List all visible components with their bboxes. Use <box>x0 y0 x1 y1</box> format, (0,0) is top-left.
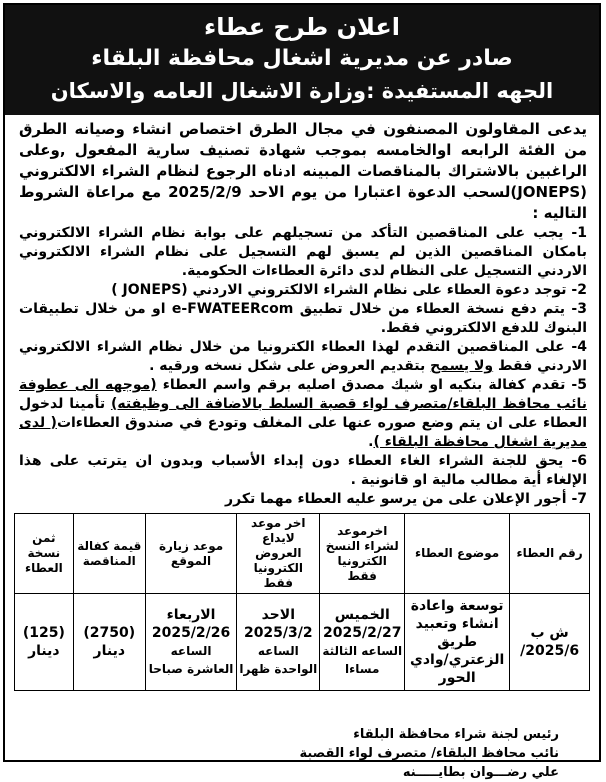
copy-price-cell <box>15 594 74 691</box>
beneficiary-line: الجهه المستفيدة :وزارة الاشغال العامه والاسكان <box>50 79 554 103</box>
col-copy-price: ثمن نسخة العطاء <box>15 514 74 594</box>
submit-time: الساعه الواحدة ظهرا <box>239 644 318 676</box>
condition-5-location: ( لدى مديرية اشغال محافظة البلقاء ) <box>19 415 587 450</box>
signature-block <box>5 691 599 782</box>
condition-2: 2- توجد دعوة العطاء على نظام الشراء الالكتروني الاردني (JONEPS ) <box>111 282 587 298</box>
signature-position: نائب محافظ البلقاء/ متصرف لواء القصبة <box>299 746 559 761</box>
visit-date: 2025/2/26 <box>151 625 231 641</box>
condition-4 <box>19 338 587 376</box>
purchase-date: 2025/2/27 <box>323 625 402 641</box>
bond-currency: دينار <box>93 643 126 659</box>
col-purchase-deadline: اخرموعد لشراء النسخ الكترونيا فقط <box>320 514 405 594</box>
condition-6: 6- يحق للجنة الشراء الغاء العطاء دون إبداء الأسباب وبدون ان يترتب على هذا الإلغاء أية مطالب مالية او قانونية . <box>19 453 587 488</box>
col-bond-value: قيمة كفالة المناقصة <box>73 514 145 594</box>
conditions-list <box>19 224 587 509</box>
col-submission-deadline: اخر موعد لايداع العروض الكترونيا فقط <box>237 514 320 594</box>
visit-day: الاربعاء <box>166 607 216 623</box>
condition-1: 1- يجب على المناقصين التأكد من تسجيلهم على بوابة نظام الشراء الالكتروني بامكان المناقصين الذين لم يسبق لهم التسجيل على نظام الشراء الالكتروني الاردني التسجيل على النظام لدى دائرة العطاءات الحكومية. <box>19 225 587 279</box>
condition-5 <box>19 376 587 452</box>
intro-paragraph: يدعى المقاولون المصنفون في مجال الطرق اختصاص انشاء وصيانه الطرق من الفئة الرابعه اوالخامسه بموجب شهادة تصنيف سارية المفعول ,وعلى الراغبين بالاشتراك بالمناقصات المبينه ادناه الرجوع لنظام الشراء الالكتروني (JONEPS)لسحب الدعوة اعتبارا من يوم الاحد 2025/2/9 مع مراعاة الشروط التاليه : <box>19 120 587 222</box>
submit-date: 2025/3/2 <box>243 625 313 641</box>
tender-number-cell: ش ب 2025/6/ <box>510 594 590 691</box>
ad-body <box>5 115 599 509</box>
purchase-deadline-cell <box>320 594 405 691</box>
submit-day: الاحد <box>261 607 295 623</box>
condition-5-middle: تأمينا لدخول العطاء على ان يتم وضع صوره عنها على المغلف وتودع في صندوق العطاءات <box>19 396 587 431</box>
tender-subject-cell: توسعة واعادة انشاء وتعبيد طريق الزعتري/وادي الحور <box>405 594 510 691</box>
col-tender-number: رقم العطاء <box>510 514 590 594</box>
tender-table <box>14 513 590 691</box>
copy-amount: (125) <box>22 625 65 641</box>
visit-time: الساعه العاشرة صباحا <box>148 644 234 676</box>
bond-value-cell <box>73 594 145 691</box>
copy-currency: دينار <box>28 643 60 659</box>
bond-amount: (2750) <box>83 625 136 641</box>
col-tender-subject: موضوع العطاء <box>405 514 510 594</box>
condition-5-addressee: (موجهه الى عطوفة نائب محافظ البلقاء/متصرف لواء قصبة السلط بالاضافة الى وظيفته) <box>19 377 587 412</box>
condition-5-end: . <box>368 434 374 450</box>
purchase-day: الخميس <box>334 607 390 623</box>
col-site-visit: موعد زيارة الموقع <box>145 514 236 594</box>
submission-deadline-cell <box>237 594 320 691</box>
table-header-row <box>15 514 590 594</box>
advertisement-frame <box>3 3 601 780</box>
condition-4-rest: بتقديم العروض على شكل نسخه ورقيه . <box>149 358 431 374</box>
condition-7: 7- أجور الإعلان على من يرسو عليه العطاء مهما تكرر <box>225 491 587 507</box>
signatory-name: علي رضـــوان بطايـــــنه <box>402 765 559 780</box>
header-banner <box>5 5 599 115</box>
site-visit-cell <box>145 594 236 691</box>
issuer-line: صادر عن مديرية اشغال محافظة البلقاء <box>91 46 513 71</box>
table-row <box>15 594 590 691</box>
purchase-time: الساعه الثالثة مساءا <box>322 644 403 676</box>
condition-3: 3- يتم دفع نسخة العطاء من خلال تطبيق e-FWATEERcom او من خلال تطبيقات البنوك للدفع الالكتروني فقط. <box>19 301 587 336</box>
condition-4-text: 4- على المناقصين التقدم لهذا العطاء الكترونيا من خلال نظام الشراء الالكتروني الاردني فقط <box>19 339 587 374</box>
signature-title: رئيس لجنة شراء محافظة البلقاء <box>353 727 559 742</box>
condition-5-text: 5- تقدم كفالة بنكيه او شيك مصدق اصليه برقم واسم العطاء <box>156 377 587 393</box>
condition-4-underlined: ولا يسمح <box>430 358 494 374</box>
ad-title: اعلان طرح عطاء <box>204 13 400 41</box>
